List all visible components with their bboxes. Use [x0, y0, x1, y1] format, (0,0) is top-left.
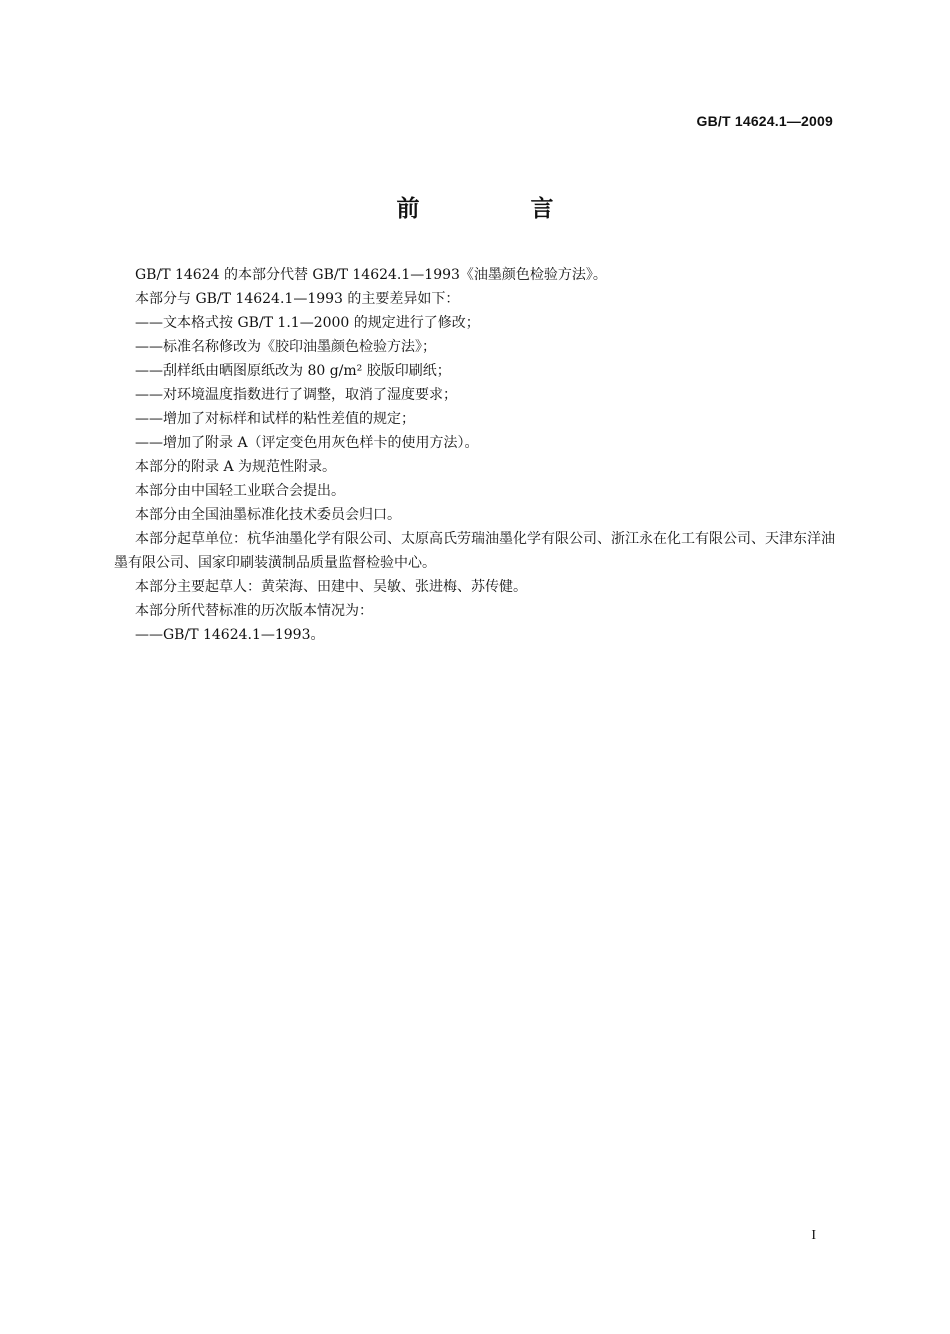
difference-item: ——增加了对标样和试样的粘性差值的规定；: [135, 411, 415, 427]
standard-number: GB/T 14624.1—2009: [696, 113, 833, 129]
paragraph-drafters: 本部分主要起草人：黄荣海、田建中、吴敏、张进梅、苏传健。: [135, 579, 527, 595]
paragraph-annex: 本部分的附录 A 为规范性附录。: [135, 459, 337, 475]
difference-item: ——增加了附录 A（评定变色用灰色样卡的使用方法）。: [135, 435, 479, 451]
difference-item: ——刮样纸由晒图原纸改为 80 g/m² 胶版印刷纸；: [135, 363, 451, 379]
paragraph-drafting-units: 本部分起草单位：杭华油墨化学有限公司、太原高氏劳瑞油墨化学有限公司、浙江永在化工有限公司、天津东洋油墨有限公司、国家印刷装潢制品质量监督检验中心。: [114, 531, 835, 571]
difference-item: ——标准名称修改为《胶印油墨颜色检验方法》；: [135, 339, 436, 355]
paragraph-differences-intro: 本部分与 GB/T 14624.1—1993 的主要差异如下：: [135, 291, 460, 307]
paragraph-proposer: 本部分由中国轻工业联合会提出。: [135, 483, 345, 499]
difference-item: ——文本格式按 GB/T 1.1—2000 的规定进行了修改；: [135, 315, 480, 331]
paragraph-history-intro: 本部分所代替标准的历次版本情况为：: [135, 603, 373, 619]
paragraph-centralized: 本部分由全国油墨标准化技术委员会归口。: [135, 507, 401, 523]
history-item: ——GB/T 14624.1—1993。: [135, 627, 325, 643]
page-title: 前 言: [396, 196, 598, 222]
difference-item: ——对环境温度指数进行了调整，取消了湿度要求；: [135, 387, 457, 403]
foreword-body: [114, 263, 836, 647]
paragraph-replaces: GB/T 14624 的本部分代替 GB/T 14624.1—1993《油墨颜色检验方法》。: [135, 267, 607, 283]
page-number: I: [811, 1228, 816, 1243]
